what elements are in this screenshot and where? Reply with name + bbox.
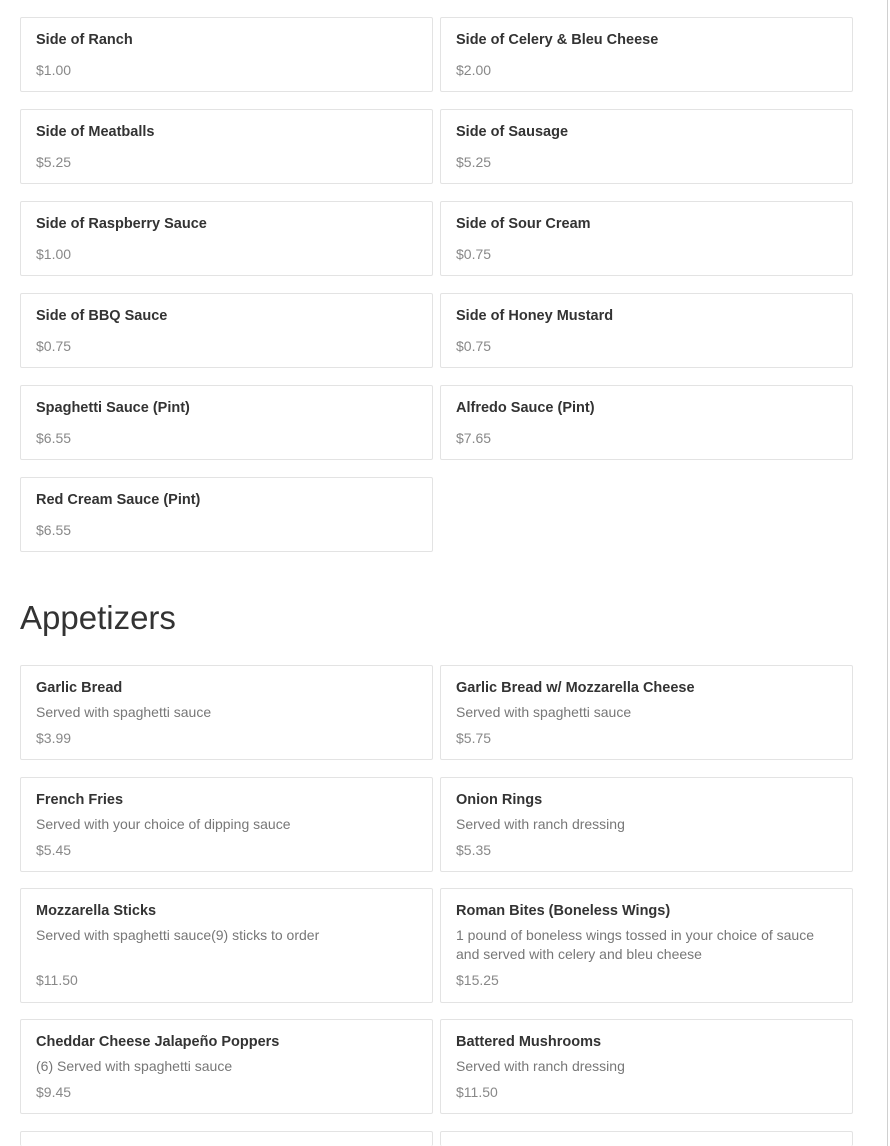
item-description: Served with ranch dressing: [456, 1058, 625, 1074]
item-name: Side of Celery & Bleu Cheese: [456, 32, 659, 48]
item-name: Battered Mushrooms: [456, 1034, 602, 1050]
item-price: $0.75: [36, 338, 72, 354]
menu-item-card[interactable]: [440, 201, 853, 276]
menu-item-card[interactable]: [20, 109, 433, 184]
menu-item-card[interactable]: [440, 293, 853, 368]
menu-item-card[interactable]: [20, 777, 433, 872]
menu-item-card[interactable]: [440, 385, 853, 460]
item-price: $5.25: [36, 154, 72, 170]
item-price: $6.55: [36, 522, 72, 538]
item-price: $5.45: [36, 842, 72, 858]
item-price: $2.00: [456, 62, 492, 78]
item-price: $0.75: [456, 338, 492, 354]
item-price: $7.65: [456, 430, 492, 446]
menu-item-card[interactable]: [440, 888, 853, 1003]
item-price: $5.35: [456, 842, 492, 858]
item-name: Side of Honey Mustard: [456, 308, 614, 324]
item-price: $0.75: [456, 246, 492, 262]
item-name: Onion Rings: [456, 792, 543, 808]
item-name: Spaghetti Sauce (Pint): [36, 400, 190, 416]
item-description: Served with spaghetti sauce: [36, 704, 212, 720]
item-name: Side of BBQ Sauce: [36, 308, 168, 324]
item-name: Side of Raspberry Sauce: [36, 216, 207, 232]
item-name: Mozzarella Sticks: [36, 903, 157, 919]
menu-item-card[interactable]: [20, 888, 433, 1003]
item-description: Served with ranch dressing: [456, 816, 625, 832]
item-name: Roman Bites (Boneless Wings): [456, 903, 671, 919]
item-price: $1.00: [36, 246, 72, 262]
item-name: Side of Sour Cream: [456, 216, 591, 232]
item-name: Side of Ranch: [36, 32, 133, 48]
section-title-appetizers: Appetizers: [20, 599, 176, 636]
item-description: Served with spaghetti sauce(9) sticks to order: [36, 927, 320, 943]
scrollbar-edge: [887, 0, 888, 1146]
item-description: Served with spaghetti sauce: [456, 704, 632, 720]
menu-item-card-partial[interactable]: [440, 1131, 853, 1146]
menu-item-card[interactable]: [440, 665, 853, 760]
menu-item-card[interactable]: [20, 665, 433, 760]
item-description: (6) Served with spaghetti sauce: [36, 1058, 233, 1074]
item-price: $9.45: [36, 1084, 72, 1100]
menu-item-card[interactable]: [20, 201, 433, 276]
item-name: Side of Sausage: [456, 124, 569, 140]
item-name: Garlic Bread: [36, 680, 123, 696]
item-price: $5.75: [456, 730, 492, 746]
item-description: Served with your choice of dipping sauce: [36, 816, 291, 832]
item-price: $11.50: [456, 1084, 498, 1100]
menu-item-card[interactable]: [20, 477, 433, 552]
menu-item-card[interactable]: [20, 1019, 433, 1114]
menu-item-card[interactable]: [440, 17, 853, 92]
menu-item-card[interactable]: [20, 385, 433, 460]
item-name: Side of Meatballs: [36, 124, 155, 140]
menu-item-card[interactable]: [20, 17, 433, 92]
item-price: $1.00: [36, 62, 72, 78]
menu-item-card[interactable]: [20, 293, 433, 368]
menu-item-card[interactable]: [440, 777, 853, 872]
item-price: $6.55: [36, 430, 72, 446]
menu-item-card-partial[interactable]: [20, 1131, 433, 1146]
item-price: $15.25: [456, 972, 499, 988]
item-name: Alfredo Sauce (Pint): [456, 400, 595, 416]
item-name: French Fries: [36, 792, 124, 808]
item-price: $3.99: [36, 730, 72, 746]
item-price: $5.25: [456, 154, 492, 170]
item-name: Garlic Bread w/ Mozzarella Cheese: [456, 680, 695, 696]
item-name: Cheddar Cheese Jalapeño Poppers: [36, 1034, 280, 1050]
item-description: 1 pound of boneless wings tossed in your choice of sauce and served with celery and bleu cheese: [456, 927, 815, 962]
item-price: $11.50: [36, 972, 78, 988]
item-name: Red Cream Sauce (Pint): [36, 492, 201, 508]
menu-item-card[interactable]: [440, 109, 853, 184]
menu-item-card[interactable]: [440, 1019, 853, 1114]
